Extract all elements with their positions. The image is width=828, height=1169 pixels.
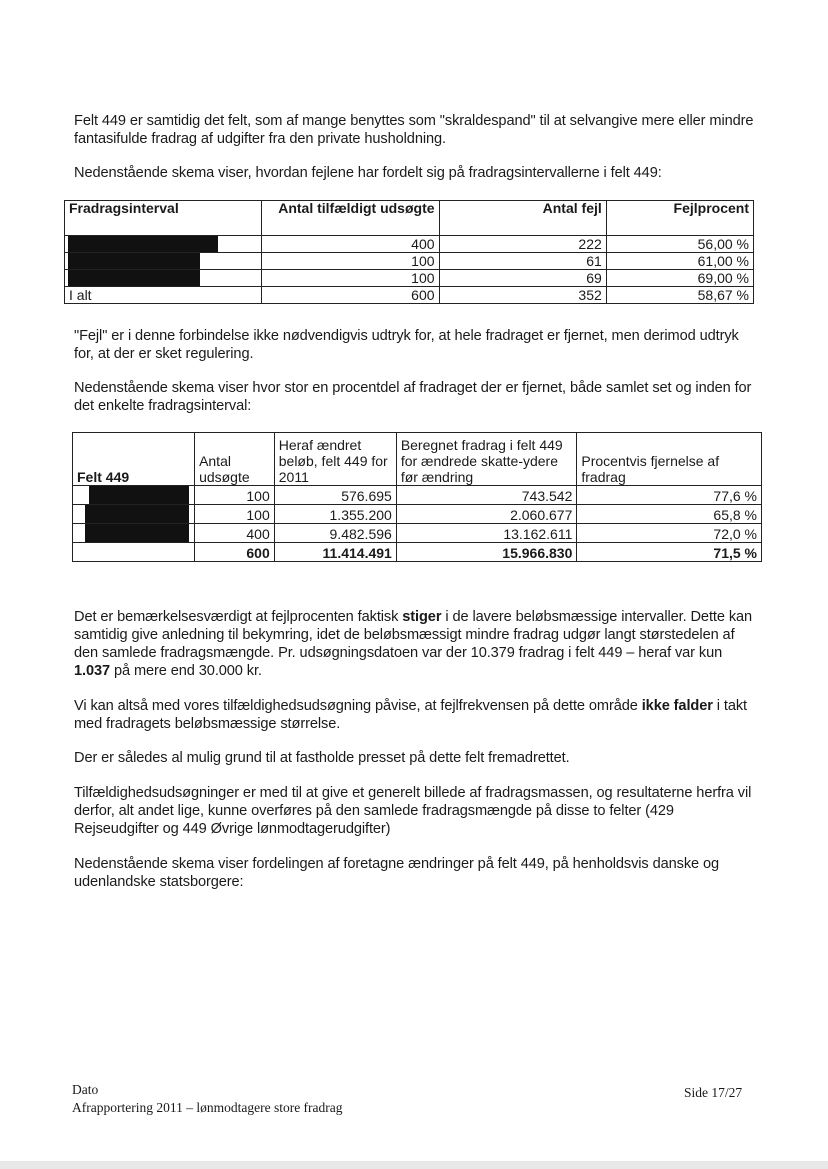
cell-heraf-total: 11.414.491 [274,543,396,562]
cell-fejl: 61 [439,253,606,270]
cell-udsogte: 100 [262,253,439,270]
cell-label-i-alt: I alt [65,287,262,304]
redacted-interval [65,236,262,253]
cell-procent-total: 71,5 % [577,543,762,562]
header-antal-udsogte: Antal udsøgte [195,433,275,486]
redacted-interval [65,270,262,287]
paragraph-ikke-falder: Vi kan altså med vores tilfældighedsudsøgning påvise, at fejlfrekvensen på dette område ikke falder i takt med fradragets beløbsmæssige størrelse. [74,698,748,732]
scan-edge [0,1161,828,1169]
table-row [65,270,754,287]
cell-beregnet: 13.162.611 [396,524,577,543]
header-beregnet-fradrag: Beregnet fradrag i felt 449 for ændrede skatte-ydere før ændring [396,433,577,486]
cell-beregnet: 2.060.677 [396,505,577,524]
header-felt-449: Felt 449 [73,433,195,486]
footer-page-number: Side 17/27 [684,1085,743,1100]
paragraph-table1-intro: Nedenstående skema viser, hvordan fejlene har fordelt sig på fradragsintervallerne i felt 449: [74,165,662,181]
cell-heraf: 9.482.596 [274,524,396,543]
cell-fejl: 69 [439,270,606,287]
header-procentvis-fjernelse: Procentvis fjernelse af fradrag [577,433,762,486]
header-fejlprocent: Fejlprocent [606,201,753,236]
paragraph-fejl-note: "Fejl" er i denne forbindelse ikke nødvendigvis udtryk for, at hele fradraget er fjernet, men derimod udtryk for, at der er sket regulering. [74,328,739,362]
cell-procent: 56,00 % [606,236,753,253]
cell-antal: 100 [195,505,275,524]
table-row [65,253,754,270]
paragraph-tilfaeldighed: Tilfældighedsudsøgninger er med til at give et generelt billede af fradragsmassen, og resultaterne herfra vil derfor, alt andet lige, kunne overføres på den samlede fradragsmængde på disse to felter (429 Rejseudgifter og 449 Øvrige lønmodtagerudgifter) [74,785,752,837]
footer-dato: Dato [72,1082,99,1097]
header-antal-fejl: Antal fejl [439,201,606,236]
cell-procent: 65,8 % [577,505,762,524]
table-total-row [65,287,754,304]
cell-antal-total: 600 [195,543,275,562]
footer-left [72,1081,343,1117]
cell-udsogte: 100 [262,270,439,287]
cell-udsogte: 600 [262,287,439,304]
fjernelse-table [72,432,762,562]
cell-beregnet-total: 15.966.830 [396,543,577,562]
table-row [73,505,762,524]
cell-antal: 100 [195,486,275,505]
paragraph-table3-intro: Nedenstående skema viser fordelingen af foretagne ændringer på felt 449, på henholdsvis danske og udenlandske statsborgere: [74,856,720,890]
paragraph-intro: Felt 449 er samtidig det felt, som af mange benyttes som "skraldespand" til at selvangive mere eller mindre fantasifulde fradrag af udgifter fra den private husholdning. [74,113,754,147]
header-antal-tilfaeldigt: Antal tilfældigt udsøgte [262,201,439,236]
cell-fejl: 222 [439,236,606,253]
table-row [65,236,754,253]
cell-procent: 72,0 % [577,524,762,543]
footer-report-title: Afrapportering 2011 – lønmodtagere store fradrag [72,1100,343,1115]
cell-heraf: 1.355.200 [274,505,396,524]
table-header-row [73,433,762,486]
cell-procent: 69,00 % [606,270,753,287]
header-heraf-aendret: Heraf ændret beløb, felt 449 for 2011 [274,433,396,486]
cell-procent: 58,67 % [606,287,753,304]
table-total-row [73,543,762,562]
cell-procent: 61,00 % [606,253,753,270]
paragraph-table2-intro: Nedenstående skema viser hvor stor en procentdel af fradraget der er fjernet, både samlet set og inden for det enkelte fradragsinterval: [74,380,752,414]
redacted-interval [73,505,195,524]
redacted-interval [73,486,195,505]
cell-fejl: 352 [439,287,606,304]
table-row [73,524,762,543]
paragraph-presset: Der er således al mulig grund til at fastholde presset på dette felt fremadrettet. [74,750,570,766]
cell-antal: 400 [195,524,275,543]
cell-udsogte: 400 [262,236,439,253]
redacted-interval [73,524,195,543]
table-row [73,486,762,505]
header-fradragsinterval: Fradragsinterval [65,201,262,236]
fejl-table [64,200,754,304]
cell-beregnet: 743.542 [396,486,577,505]
cell-empty [73,543,195,562]
cell-procent: 77,6 % [577,486,762,505]
table-header-row [65,201,754,236]
redacted-interval [65,253,262,270]
cell-heraf: 576.695 [274,486,396,505]
paragraph-stiger: Det er bemærkelsesværdigt at fejlprocenten faktisk stiger i de lavere beløbsmæssige intervaller. Dette kan samtidig give anledning til bekymring, idet de beløbsmæssigt mindre fradrag udgør langt størstedelen af den samlede fradragsmængde. Pr. udsøgningsdatoen var der 10.379 fradrag i felt 449 – heraf var kun 1.037 på mere end 30.000 kr. [74,609,753,679]
